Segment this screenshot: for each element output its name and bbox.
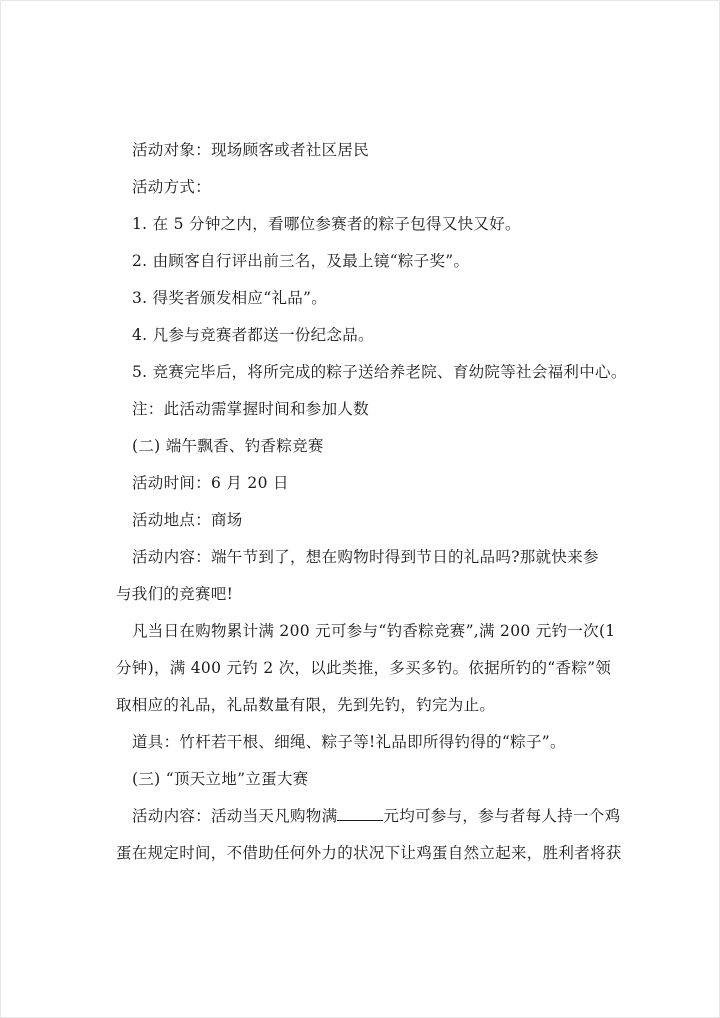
text-line: 活动内容：端午节到了，想在购物时得到节日的礼品吗?那就快来参 [132, 548, 599, 566]
list-item: 1. 在 5 分钟之内，看哪位参赛者的粽子包得又快又好。 [132, 215, 521, 233]
text-line: 道具：竹杆若干根、细绳、粽子等!礼品即所得钓得的“粽子”。 [132, 733, 566, 751]
text-segment: 活动内容：活动当天凡购物满 [132, 807, 338, 825]
text-line: 与我们的竞赛吧! [116, 585, 234, 603]
section-heading: (三) “顶天立地”立蛋大赛 [132, 770, 309, 788]
text-line [132, 798, 667, 835]
document-body [116, 132, 667, 872]
text-line: 活动时间：6 月 20 日 [132, 474, 289, 492]
text-line: 活动地点：商场 [132, 511, 243, 529]
fill-in-blank [337, 806, 383, 821]
text-line: 蛋在规定时间，不借助任何外力的状况下让鸡蛋自然立起来，胜利者将获 [116, 844, 622, 862]
note-line: 注：此活动需掌握时间和参加人数 [132, 400, 370, 418]
list-item: 4. 凡参与竞赛者都送一份纪念品。 [132, 326, 374, 344]
text-line: 活动对象：现场顾客或者社区居民 [132, 141, 370, 159]
section-heading: (二) 端午飘香、钓香粽竞赛 [132, 437, 324, 455]
text-line: 分钟)，满 400 元钓 2 次，以此类推，多买多钓。依据所钓的“香粽”领 [116, 659, 612, 677]
list-item: 2. 由顾客自行评出前三名，及最上镜“粽子奖”。 [132, 252, 470, 270]
list-item: 5. 竞赛完毕后，将所完成的粽子送给养老院、育幼院等社会福利中心。 [132, 363, 627, 381]
text-segment: 元均可参与，参与者每人持一个鸡 [383, 807, 621, 825]
list-item: 3. 得奖者颁发相应“礼品”。 [132, 289, 328, 307]
text-line: 凡当日在购物累计满 200 元可参与“钓香粽竞赛”,满 200 元钓一次(1 [132, 622, 616, 640]
text-line: 活动方式： [132, 178, 212, 196]
text-line: 取相应的礼品，礼品数量有限，先到先钓，钓完为止。 [116, 696, 496, 714]
